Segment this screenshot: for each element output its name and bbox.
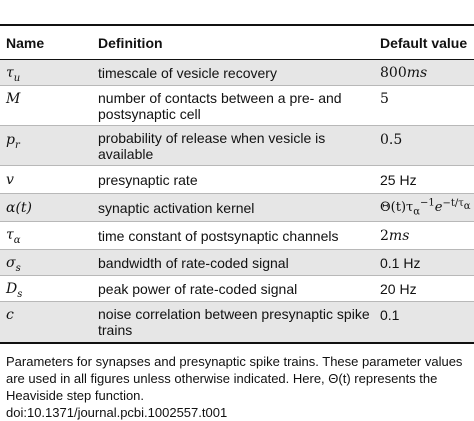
param-name: α(t) bbox=[6, 200, 33, 216]
table-body bbox=[0, 60, 474, 342]
param-definition: presynaptic rate bbox=[98, 172, 198, 188]
table-header bbox=[0, 26, 474, 59]
param-definition: peak power of rate-coded signal bbox=[98, 281, 298, 297]
param-name: c bbox=[6, 307, 14, 323]
param-name: $D_s$ bbox=[6, 281, 23, 300]
table-doi: doi:10.1371/journal.pcbi.1002557.t001 bbox=[6, 405, 228, 420]
param-definition: timescale of vesicle recovery bbox=[98, 65, 277, 81]
table-caption: Parameters for synapses and presynaptic spike trains. These parameter values are used in all figures unless otherwise indicated. Here, Θ(t) represents the Heaviside step function. bbox=[6, 354, 463, 403]
table-row bbox=[0, 60, 474, 86]
table-row bbox=[0, 86, 474, 126]
table-row bbox=[0, 302, 474, 342]
param-definition: noise correlation between presynaptic spike trains bbox=[98, 306, 370, 338]
param-default: 0.1 bbox=[380, 307, 400, 323]
param-default: 800ms bbox=[380, 65, 428, 81]
table-bottom-rule bbox=[0, 342, 474, 344]
table-row bbox=[0, 194, 474, 222]
table-row bbox=[0, 276, 474, 302]
table-row bbox=[0, 222, 474, 250]
param-default: 5 bbox=[380, 91, 389, 107]
param-default: 0.5 bbox=[380, 132, 403, 148]
param-name: v bbox=[6, 172, 14, 188]
param-default: 2ms bbox=[380, 228, 410, 244]
param-name: $\tau_u$ bbox=[6, 65, 21, 84]
param-default: 25 Hz bbox=[380, 172, 417, 188]
param-definition: time constant of postsynaptic channels bbox=[98, 228, 339, 244]
param-name: $\tau_\alpha$ bbox=[6, 227, 21, 246]
param-definition: synaptic activation kernel bbox=[98, 200, 255, 216]
param-name: $p_r$ bbox=[6, 132, 20, 151]
table-row bbox=[0, 250, 474, 276]
table-row bbox=[0, 166, 474, 194]
header-default-value: Default value bbox=[380, 35, 468, 51]
param-definition: number of contacts between a pre- and postsynaptic cell bbox=[98, 90, 342, 122]
param-default: 20 Hz bbox=[380, 281, 417, 297]
header-name: Name bbox=[6, 35, 45, 51]
table-row bbox=[0, 126, 474, 166]
param-default: 0.1 Hz bbox=[380, 255, 421, 271]
param-name: M bbox=[6, 91, 21, 107]
header-definition: Definition bbox=[98, 35, 163, 51]
param-definition: probability of release when vesicle is available bbox=[98, 130, 326, 162]
param-definition: bandwidth of rate-coded signal bbox=[98, 255, 289, 271]
param-name: $\sigma_s$ bbox=[6, 255, 21, 274]
param-default: $\Theta(t)\tau_\alpha^{-1}e^{-t/\tau_\alpha}$ bbox=[380, 197, 471, 218]
